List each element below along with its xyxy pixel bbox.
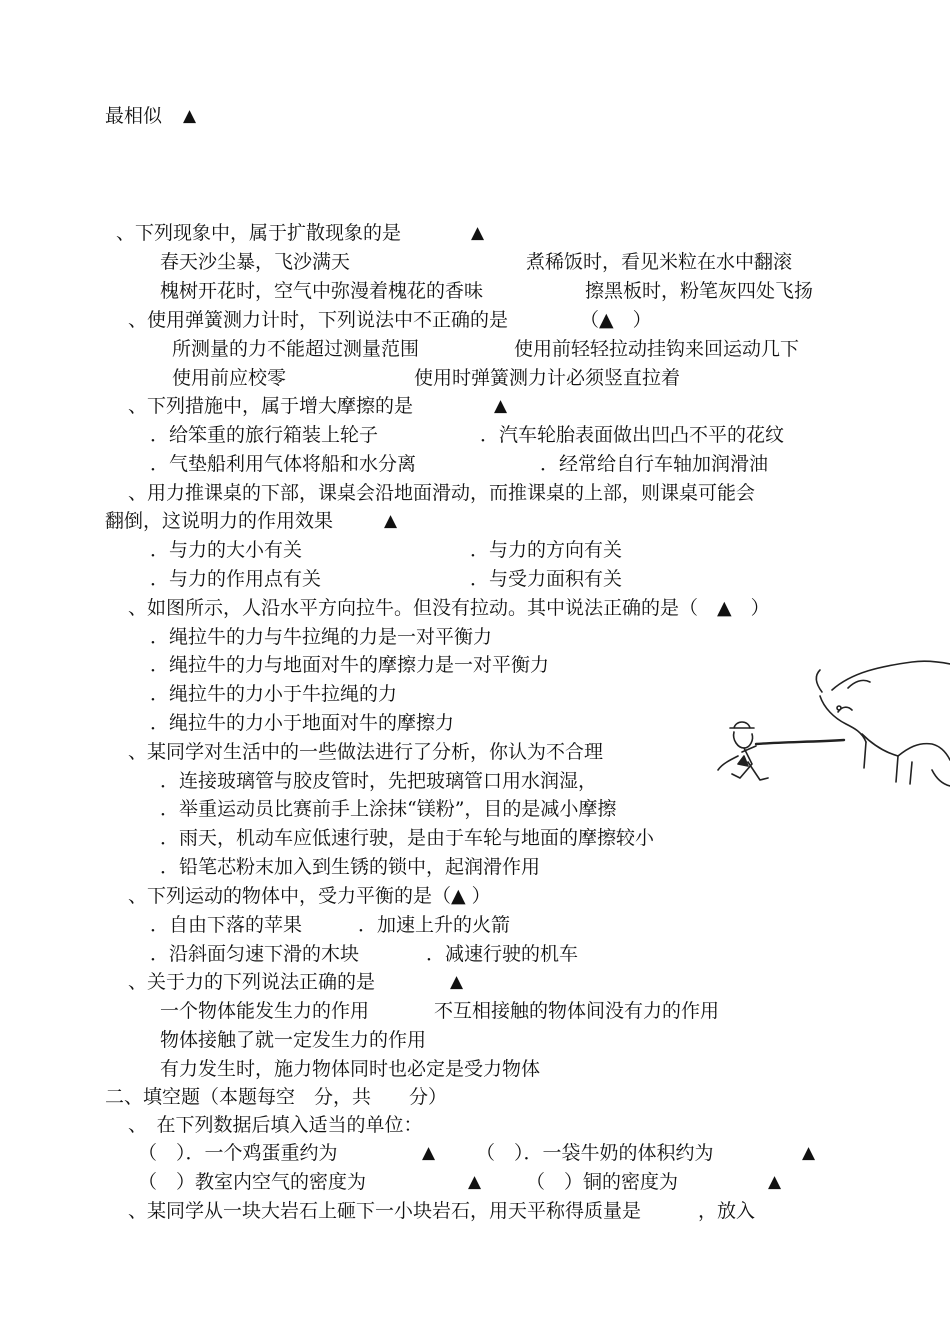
- header-text: 最相似: [105, 105, 163, 127]
- option-a: 春天沙尘暴，飞沙满天: [160, 251, 351, 273]
- option-a: ．与力的大小有关: [150, 539, 303, 561]
- answer-blank-marker: ▲: [471, 223, 485, 243]
- option-b: ．汽车轮胎表面做出凹凸不平的花纹: [480, 424, 785, 446]
- bull-sketch: [816, 661, 950, 786]
- question-stem-line2: 翻倒，这说明力的作用效果: [105, 510, 334, 532]
- option-d: 擦黑板时，粉笔灰四处飞扬: [585, 280, 814, 302]
- option-a: ．连接玻璃管与胶皮管时，先把玻璃管口用水润湿，: [160, 770, 598, 792]
- answer-blank-marker: ▲: [384, 511, 398, 531]
- option-a: ．自由下落的苹果: [150, 914, 303, 936]
- option-a: ．绳拉牛的力与牛拉绳的力是一对平衡力: [150, 626, 493, 648]
- option-b: 煮稀饭时，看见米粒在水中翻滚: [526, 251, 793, 273]
- option-d: 有力发生时，施力物体同时也必定是受力物体: [160, 1058, 541, 1080]
- question-stem: 、下列措施中，属于增大摩擦的是: [128, 395, 414, 417]
- option-d: ．绳拉牛的力小于地面对牛的摩擦力: [150, 712, 455, 734]
- rope-sketch: [756, 740, 844, 744]
- answer-blank-marker: ▲: [183, 106, 197, 126]
- question-stem: 、使用弹簧测力计时，下列说法中不正确的是: [128, 309, 509, 331]
- fill-question-2-stem: 、某同学从一块大岩石上砸下一小块岩石，用天平称得质量是 ，放入: [128, 1200, 756, 1222]
- option-b: 不互相接触的物体间没有力的作用: [434, 1000, 720, 1022]
- blank-d: （ ）铜的密度为: [526, 1171, 679, 1193]
- option-d: ．经常给自行车轴加润滑油: [540, 453, 769, 475]
- question-stem: 、关于力的下列说法正确的是: [128, 971, 376, 993]
- option-d: ．铅笔芯粉末加入到生锈的锁中，起润滑作用: [160, 856, 541, 878]
- answer-paren: （▲ ）: [580, 309, 652, 331]
- question-stem: 、某同学对生活中的一些做法进行了分析，你认为不合理: [128, 741, 604, 763]
- question-stem: 、下列现象中，属于扩散现象的是: [116, 222, 402, 244]
- answer-blank-marker: ▲: [468, 1172, 482, 1192]
- question-stem: 、 在下列数据后填入适当的单位：: [128, 1114, 423, 1136]
- option-c: ．绳拉牛的力小于牛拉绳的力: [150, 683, 398, 705]
- person-sketch: [718, 722, 768, 780]
- blank-b: （ ）．一袋牛奶的体积约为: [476, 1142, 714, 1164]
- option-c: 物体接触了就一定发生力的作用: [160, 1029, 427, 1051]
- option-c: ．沿斜面匀速下滑的木块: [150, 943, 360, 965]
- option-b: ．加速上升的火箭: [358, 914, 511, 936]
- answer-blank-marker: ▲: [768, 1172, 782, 1192]
- option-c: ．雨天，机动车应低速行驶，是由于车轮与地面的摩擦较小: [160, 827, 655, 849]
- option-a: 一个物体能发生力的作用: [160, 1000, 370, 1022]
- answer-blank-marker: ▲: [802, 1143, 816, 1163]
- answer-blank-marker: ▲: [494, 396, 508, 416]
- person-pulling-bull-illustration: [712, 652, 950, 802]
- answer-blank-marker: ▲: [422, 1143, 436, 1163]
- option-d: 使用时弹簧测力计必须竖直拉着: [414, 367, 681, 389]
- option-b: 使用前轻轻拉动挂钩来回运动几下: [514, 338, 800, 360]
- option-d: ．减速行驶的机车: [426, 943, 579, 965]
- option-b: ．与力的方向有关: [470, 539, 623, 561]
- question-stem: 、下列运动的物体中，受力平衡的是（▲ ）: [128, 885, 491, 907]
- section-heading: 二、填空题（本题每空 分，共 分）: [105, 1086, 448, 1108]
- answer-blank-marker: ▲: [450, 972, 464, 992]
- option-c: ．与力的作用点有关: [150, 568, 322, 590]
- option-b: ．绳拉牛的力与地面对牛的摩擦力是一对平衡力: [150, 654, 550, 676]
- question-stem: 、如图所示，人沿水平方向拉牛。但没有拉动。其中说法正确的是（ ▲ ）: [128, 597, 770, 619]
- option-d: ．与受力面积有关: [470, 568, 623, 590]
- blank-c: （ ）教室内空气的密度为: [138, 1171, 367, 1193]
- option-c: ．气垫船利用气体将船和水分离: [150, 453, 417, 475]
- option-c: 使用前应校零: [172, 367, 287, 389]
- option-a: ．给笨重的旅行箱装上轮子: [150, 424, 379, 446]
- option-b: ．举重运动员比赛前手上涂抹“镁粉”，目的是减小摩擦: [160, 798, 617, 820]
- blank-a: （ ）．一个鸡蛋重约为: [138, 1142, 338, 1164]
- option-a: 所测量的力不能超过测量范围: [172, 338, 420, 360]
- question-stem-line1: 、用力推课桌的下部，课桌会沿地面滑动，而推课桌的上部，则课桌可能会: [128, 482, 756, 504]
- option-c: 槐树开花时，空气中弥漫着槐花的香味: [160, 280, 484, 302]
